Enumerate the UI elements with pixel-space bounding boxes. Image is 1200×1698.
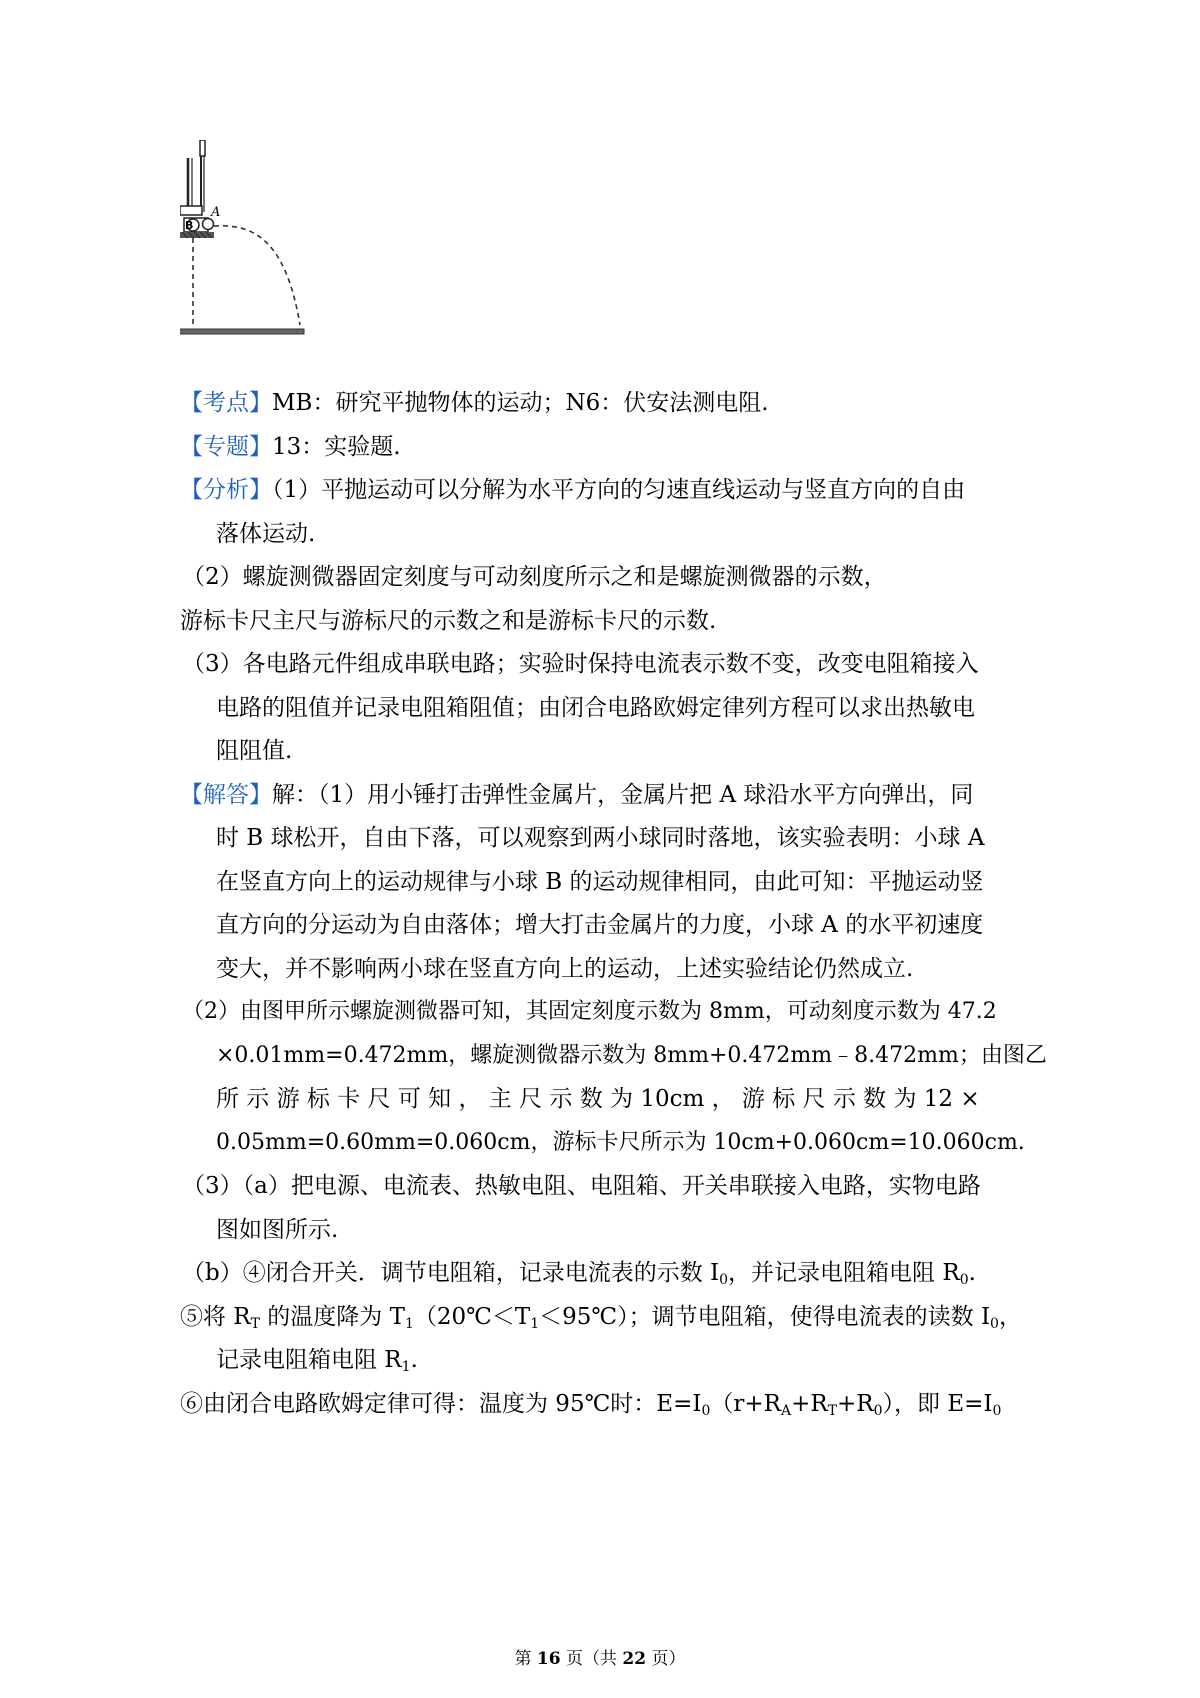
fenxi-line-3: （2）螺旋测微器固定刻度与可动刻度所示之和是螺旋测微器的示数， [182,564,887,590]
step-5-text: ⑤将 R [180,1304,251,1330]
zhuanti-tag: 【专题】 [180,434,272,460]
fenxi-line-4: 游标卡尺主尺与游标尺的示数之和是游标卡尺的示数. [180,608,717,634]
step-6-text-2: （r+R [710,1391,781,1417]
subscript: 1 [401,1359,411,1375]
fenxi-tag: 【分析】 [180,477,272,503]
fenxi-line-2: 落体运动. [216,521,316,547]
jieda-line-10: （3）（a）把电源、电流表、热敏电阻、电阻箱、开关串联接入电路，实物电路 [182,1173,981,1199]
step-4-text: （b）④闭合开关．调节电阻箱，记录电流表的示数 I [182,1260,720,1286]
jieda-line-11: 图如图所示. [216,1217,339,1243]
subscript: 0 [719,1272,729,1288]
jieda-line-3: 在竖直方向上的运动规律与小球 B 的运动规律相同，由此可知：平抛运动竖 [216,869,984,895]
jieda-line-5: 变大，并不影响两小球在竖直方向上的运动，上述实验结论仍然成立. [216,956,914,982]
fenxi-text-1: （1）平抛运动可以分解为水平方向的匀速直线运动与竖直方向的自由 [272,477,966,503]
subscript: A [780,1403,792,1419]
jieda-line-6: （2）由图甲所示螺旋测微器可知，其固定刻度示数为 8mm，可动刻度示数为 47.2 [182,999,997,1024]
page-total: 22 [622,1649,647,1669]
step-6-text-5: ），即 E=I [882,1391,993,1417]
step-5-text-3: （20℃＜T [413,1304,531,1330]
step-5-cont: 记录电阻箱电阻 R [216,1347,402,1373]
fenxi-line-5: （3）各电路元件组成串联电路；实验时保持电流表示数不变，改变电阻箱接入 [182,651,979,677]
footer-post: 页） [646,1649,686,1669]
subscript: 0 [959,1272,969,1288]
kaodian-line [180,387,1020,419]
jieda-line-7: ×0.01mm=0.472mm，螺旋测微器示数为 8mm+0.472mm﹣8.472mm；由图乙 [216,1043,1047,1068]
step-5-cont-end: . [410,1347,418,1373]
subscript: 0 [990,1316,999,1332]
label-a: A [211,205,221,220]
label-b: B [185,219,194,232]
step-5-text-2: 的温度降为 T [259,1304,405,1330]
kaodian-text: MB：研究平抛物体的运动；N6：伏安法测电阻. [272,390,769,416]
jieda-line-4: 直方向的分运动为自由落体；增大打击金属片的力度，小球 A 的水平初速度 [216,912,984,938]
subscript: T [250,1316,260,1332]
footer-pre: 第 [514,1649,537,1669]
fenxi-line-7: 阻阻值. [216,738,293,764]
subscript: 0 [873,1403,883,1419]
subscript: 0 [992,1403,1002,1419]
jieda-line-15 [180,1388,1020,1420]
jieda-text-1: 解：（1）用小锤打击弹性金属片，金属片把 A 球沿水平方向弹出，同 [272,782,974,808]
jieda-line-14 [216,1344,1020,1376]
jieda-line-9: 0.05mm=0.60mm=0.060cm，游标卡尺所示为 10cm+0.060cm=10.060cm. [216,1130,1025,1155]
jieda-line-2: 时 B 球松开，自由下落，可以观察到两小球同时落地，该实验表明：小球 A [216,825,985,851]
step-4-end: . [968,1260,976,1286]
step-6-text: ⑥由闭合电路欧姆定律可得：温度为 95℃时：E=I [180,1391,702,1417]
jieda-line-8: 所 示 游 标 卡 尺 可 知 ， 主 尺 示 数 为 10cm ， 游 标 尺 示 数 为 12 × [216,1086,980,1112]
subscript: 1 [530,1316,540,1332]
footer-mid: 页（共 [560,1649,623,1669]
step-6-text-4: +R [837,1391,874,1417]
step-5-end: ， [998,1304,1022,1330]
step-4-text-2: ，并记录电阻箱电阻 R [728,1260,960,1286]
jieda-line-13 [180,1301,1020,1333]
jieda-line-1 [180,779,1020,811]
kaodian-tag: 【考点】 [180,390,272,416]
page-number: 16 [536,1649,561,1669]
step-5-text-4: ＜95℃）；调节电阻箱，使得电流表的读数 I [539,1304,991,1330]
fenxi-line-1 [180,474,1020,506]
step-6-text-3: +R [791,1391,828,1417]
subscript: 1 [404,1316,414,1332]
page-footer [0,1647,1200,1671]
subscript: T [827,1403,838,1419]
fenxi-line-6: 电路的阻值并记录电阻箱阻值；由闭合电路欧姆定律列方程可以求出热敏电 [216,695,975,721]
zhuanti-line [180,431,1020,463]
jieda-tag: 【解答】 [180,782,272,808]
jieda-line-12 [182,1257,1020,1289]
zhuanti-text: 13：实验题. [272,434,401,460]
experiment-figure [180,140,350,370]
subscript: 0 [701,1403,711,1419]
